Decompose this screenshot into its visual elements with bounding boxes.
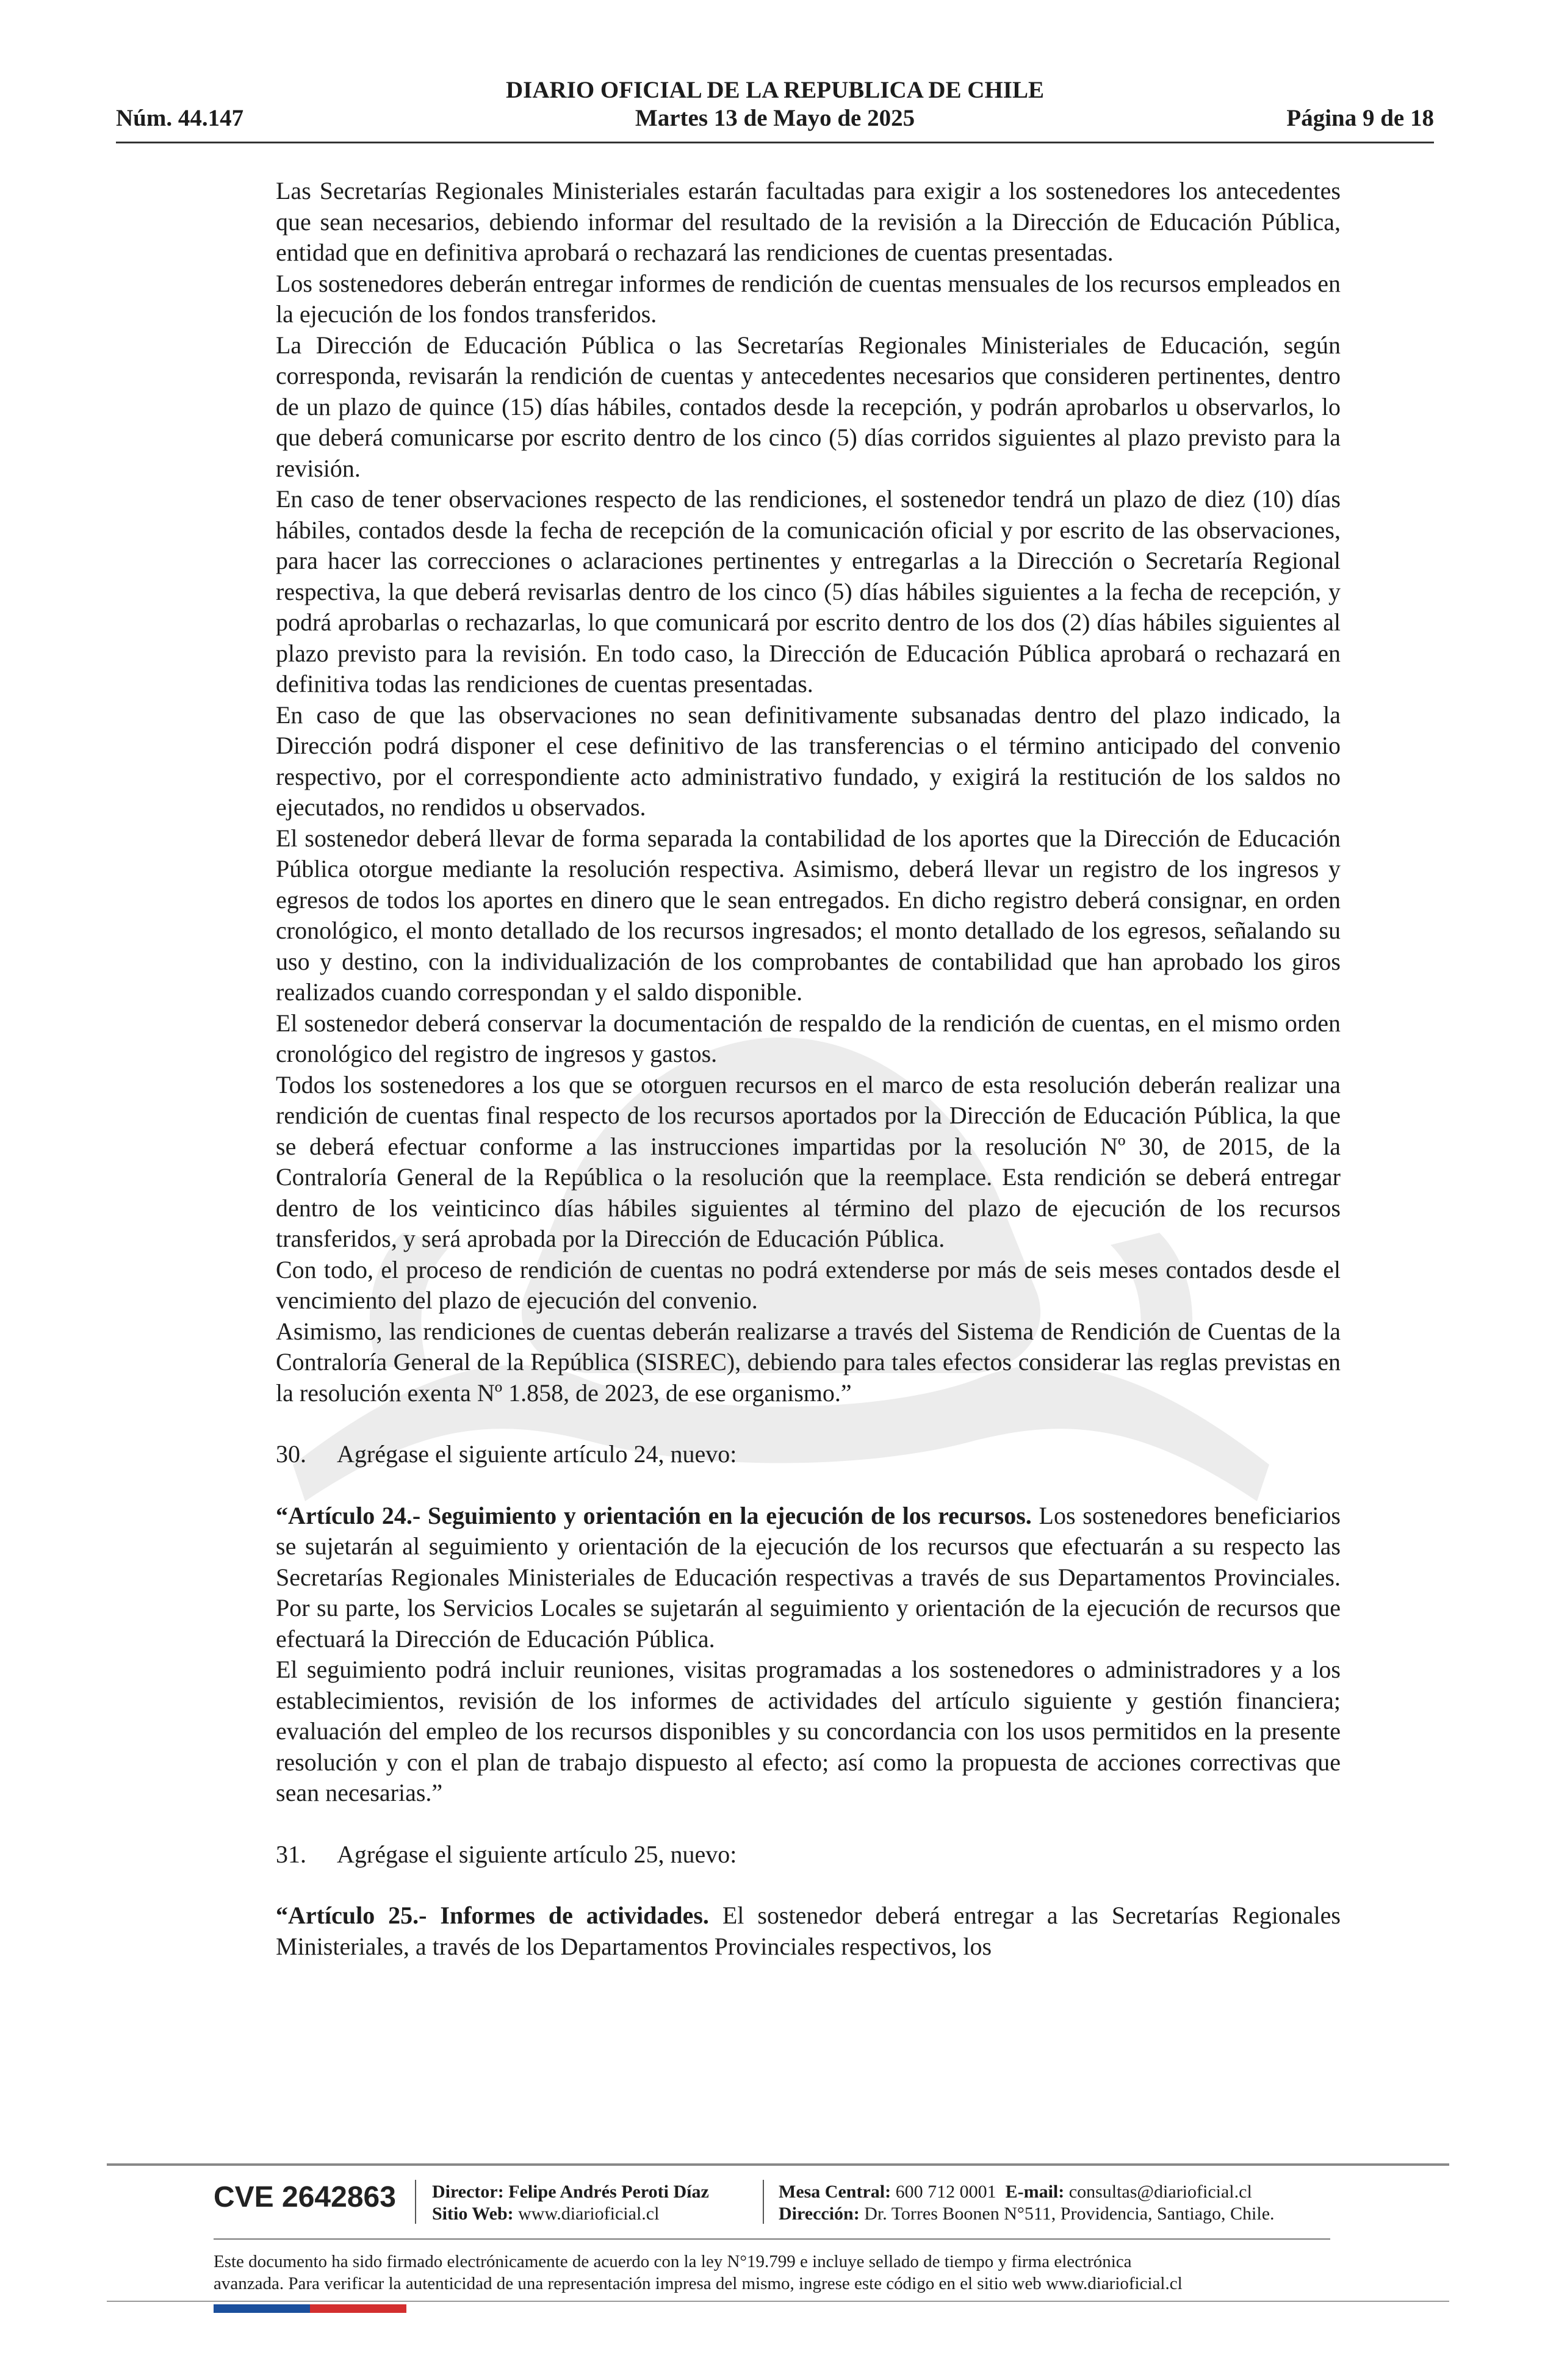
phone-value: 600 712 0001 bbox=[891, 2182, 996, 2202]
article-title: “Artículo 25.- Informes de actividades. bbox=[276, 1902, 709, 1929]
footer-separator bbox=[415, 2180, 416, 2224]
flag-red-stripe bbox=[310, 2304, 406, 2313]
article-24 bbox=[276, 1501, 1341, 1655]
paragraph: El seguimiento podrá incluir reuniones, visitas programadas a los sostenedores o administradores y a los establecimientos, revisión de los informes de actividades del artículo siguiente y gestión financiera; evaluación del empleo de los recursos disponibles y su concordancia con los usos permitidos en la presente resolución y con el plan de trabajo dispuesto al efecto; así como la propuesta de acciones correctivas que sean necesarias.” bbox=[276, 1656, 1341, 1806]
address-value: Dr. Torres Boonen N°511, Providencia, Santiago, Chile. bbox=[859, 2204, 1275, 2224]
address-label: Dirección: bbox=[779, 2204, 860, 2224]
item-number: 31. bbox=[276, 1840, 306, 1868]
paragraph: El sostenedor deberá conservar la documentación de respaldo de la rendición de cuentas, en el mismo orden cronológico del registro de ingresos y gastos. bbox=[276, 1009, 1341, 1067]
paragraph: La Dirección de Educación Pública o las Secretarías Regionales Ministeriales de Educación, según corresponda, revisarán la rendición de cuentas y antecedentes necesarios que consideren pertinentes, dentro de un plazo de quince (15) días hábiles, contados desde la recepción, y podrán aprobarlos u observarlos, lo que deberá comunicarse por escrito dentro de los cinco (5) días corridos siguientes al plazo previsto para la revisión. bbox=[276, 331, 1341, 482]
article-text: El sostenedor deberá entregar a las Secretarías Regionales Ministeriales, a través de los Departamentos Provinciales respectivos, los bbox=[276, 1902, 1341, 1960]
issue-number: Núm. 44.147 bbox=[116, 105, 244, 131]
page-number: Página 9 de 18 bbox=[1286, 105, 1434, 131]
paragraph: En caso de que las observaciones no sean definitivamente subsanadas dentro del plazo indicado, la Dirección podrá disponer el cese definitivo de las transferencias o el término anticipado del convenio respectivo, por el correspondiente acto administrativo fundado, y exigirá la restitución de los saldos no ejecutados, no rendidos u observados. bbox=[276, 701, 1341, 821]
website-link[interactable]: www.diarioficial.cl bbox=[513, 2204, 660, 2224]
director-label: Director: bbox=[432, 2182, 504, 2202]
page-header bbox=[116, 72, 1434, 144]
document-body bbox=[276, 176, 1341, 1962]
footer-divider bbox=[214, 2238, 1330, 2240]
article-25 bbox=[276, 1900, 1341, 1962]
item-text: Agrégase el siguiente artículo 24, nuevo: bbox=[337, 1440, 737, 1468]
paragraph: Asimismo, las rendiciones de cuentas deberán realizarse a través del Sistema de Rendición de Cuentas de la Contraloría General de la República (SISREC), debiendo para tales efectos considerar las reglas previstas en la resolución exenta Nº 1.858, de 2023, de ese organismo.” bbox=[276, 1317, 1341, 1407]
paragraph: Las Secretarías Regionales Ministeriales estarán facultadas para exigir a los sostenedores los antecedentes que sean necesarios, debiendo informar del resultado de la revisión a la Dirección de Educación Pública, entidad que en definitiva aprobará o rechazará las rendiciones de cuentas presentadas. bbox=[276, 177, 1341, 266]
contact-block bbox=[779, 2181, 1275, 2225]
director-block bbox=[432, 2181, 709, 2225]
amendment-item-31 bbox=[276, 1839, 1341, 1870]
paragraph: Con todo, el proceso de rendición de cuentas no podrá extenderse por más de seis meses contados desde el vencimiento del plazo de ejecución del convenio. bbox=[276, 1255, 1341, 1314]
publication-date: Martes 13 de Mayo de 2025 bbox=[635, 105, 915, 131]
footer-separator bbox=[763, 2180, 764, 2224]
publication-title: DIARIO OFICIAL DE LA REPUBLICA DE CHILE bbox=[505, 77, 1044, 103]
paragraph: Todos los sostenedores a los que se otorguen recursos en el marco de esta resolución deberán realizar una rendición de cuentas final respecto de los recursos aportados por la Dirección de Educación Pública, la que se deberá efectuar conforme a las instrucciones impartidas por la resolución Nº 30, de 2015, de la Contraloría General de la República o la resolución que la reemplace. Esta rendición se deberá entregar dentro de los veinticinco días hábiles siguientes al término del plazo de ejecución de los recursos transferidos, y será aprobada por la Dirección de Educación Pública. bbox=[276, 1070, 1341, 1252]
email-link[interactable]: consultas@diarioficial.cl bbox=[1064, 2182, 1252, 2202]
flag-blue-stripe bbox=[214, 2304, 310, 2313]
flag-stripe bbox=[214, 2304, 406, 2313]
cve-code: CVE 2642863 bbox=[214, 2181, 396, 2213]
footer-divider bbox=[107, 2301, 1449, 2302]
legal-notice bbox=[214, 2251, 1373, 2295]
paragraph: Los sostenedores deberán entregar informes de rendición de cuentas mensuales de los recursos empleados en la ejecución de los fondos transferidos. bbox=[276, 269, 1341, 328]
article-text: Los sostenedores beneficiarios se sujetarán al seguimiento y orientación de la ejecución de los recursos que efectuarán a su respecto las Secretarías Regionales Ministeriales de Educación respectivas a través de sus Departamentos Provinciales. Por su parte, los Servicios Locales se sujetarán al seguimiento y orientación de la ejecución de recursos que efectuará la Dirección de Educación Pública. bbox=[276, 1501, 1341, 1653]
website-label: Sitio Web: bbox=[432, 2204, 514, 2224]
legal-line: avanzada. Para verificar la autenticidad de una representación impresa del mismo, ingrese este código en el sitio web www.diarioficial.cl bbox=[214, 2274, 1183, 2293]
phone-label: Mesa Central: bbox=[779, 2182, 891, 2202]
article-title: “Artículo 24.- Seguimiento y orientación en la ejecución de los recursos. bbox=[276, 1501, 1032, 1529]
amendment-item-30 bbox=[276, 1439, 1341, 1470]
legal-line: Este documento ha sido firmado electrónicamente de acuerdo con la ley N°19.799 e incluye sellado de tiempo y firma electrónica bbox=[214, 2252, 1132, 2271]
email-label: E-mail: bbox=[1005, 2182, 1065, 2202]
item-text: Agrégase el siguiente artículo 25, nuevo: bbox=[337, 1840, 737, 1868]
paragraph: En caso de tener observaciones respecto de las rendiciones, el sostenedor tendrá un plazo de diez (10) días hábiles, contados desde la fecha de recepción de la comunicación oficial y por escrito de las observaciones, para hacer las correcciones o aclaraciones pertinentes y entregarlas a la Dirección o Secretaría Regional respectiva, la que deberá revisarlas dentro de los cinco (5) días hábiles siguientes a la fecha de recepción, y podrá aprobarlas o rechazarlas, lo que comunicará por escrito dentro de los dos (2) días hábiles siguientes al plazo previsto para la revisión. En todo caso, la Dirección de Educación Pública aprobará o rechazará en definitiva todas las rendiciones de cuentas presentadas. bbox=[276, 485, 1341, 698]
director-name: Felipe Andrés Peroti Díaz bbox=[503, 2182, 709, 2202]
item-number: 30. bbox=[276, 1440, 306, 1468]
footer-divider bbox=[107, 2163, 1449, 2166]
header-divider bbox=[116, 142, 1434, 143]
paragraph: El sostenedor deberá llevar de forma separada la contabilidad de los aportes que la Dirección de Educación Pública otorgue mediante la resolución respectiva. Asimismo, deberá llevar un registro de los ingresos y egresos de todos los aportes en dinero que le sean entregados. En dicho registro deberá consignar, en orden cronológico, el monto detallado de los recursos ingresados; el monto detallado de los egresos, señalando su uso y destino, con la individualización de los comprobantes de contabilidad que han aprobado los giros realizados cuando correspondan y el saldo disponible. bbox=[276, 824, 1341, 1006]
